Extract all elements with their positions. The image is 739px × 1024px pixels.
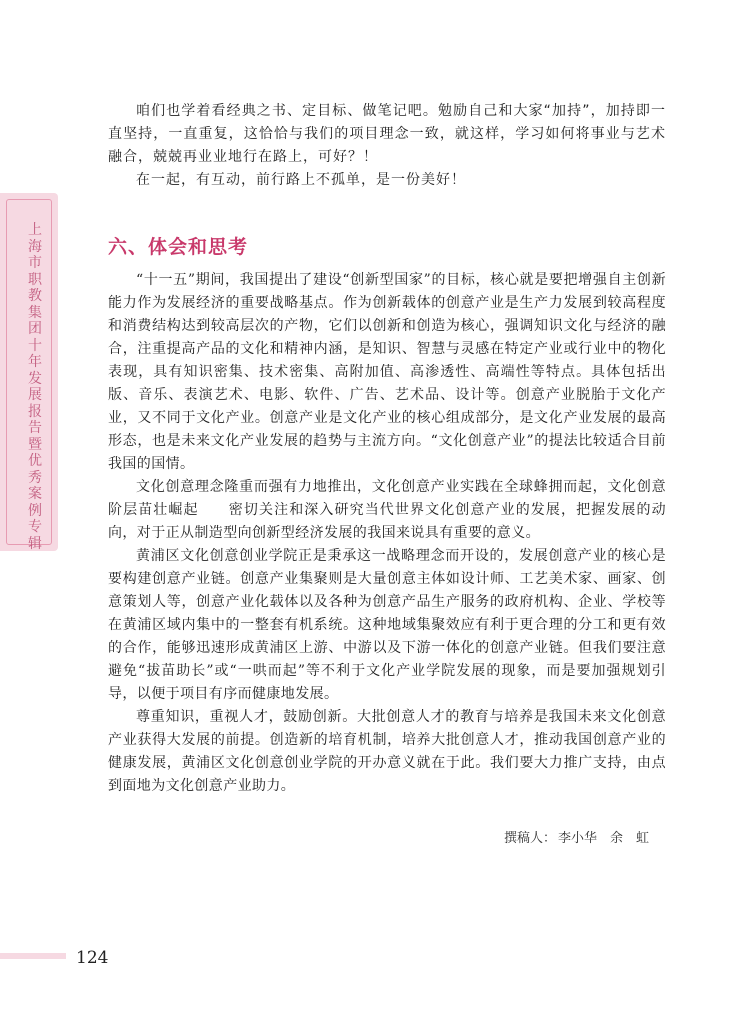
body-paragraph: 黄浦区文化创意创业学院正是秉承这一战略理念而开设的，发展创意产业的核心是要构建创意产业链。创意产业集聚则是大量创意主体如设计师、工艺美术家、画家、创意策划人等，创意产业化载体以及各种为创意产品生产服务的政府机构、企业、学校等在黄浦区域内集中的一整套有机系统。这种地域集聚效应有利于更合理的分工和更有效的合作，能够迅速形成黄浦区上游、中游以及下游一体化的创意产业链。但我们要注意避免“拔苗助长”或“一哄而起”等不利于文化产业学院发展的现象，而是要加强规划引导，以便于项目有序而健康地发展。 xyxy=(108,548,666,702)
section-title: 六、体会和思考 xyxy=(108,236,249,258)
sidebar-label: 上海市职教集团十年发展报告暨优秀案例专辑 xyxy=(28,222,42,552)
body-paragraph: 文化创意理念隆重而强有力地推出，文化创意产业实践在全球蜂拥而起，文化创意阶层苗壮崛起 密切关注和深入研究当代世界文化创意产业的发展，把握发展的动向，对于正从制造型向创新型经济发展的我国来说具有重要的意义。 xyxy=(108,479,666,541)
footer-accent-bar xyxy=(0,953,66,959)
body-paragraph: “十一五”期间，我国提出了建设“创新型国家”的目标，核心就是要把增强自主创新能力作为发展经济的重要战略基点。作为创新载体的创意产业是生产力发展到较高程度和消费结构达到较高层次的产物，它们以创新和创造为核心，强调知识文化与经济的融合，注重提高产品的文化和精神内涵，是知识、智慧与灵感在特定产业或行业中的物化表现，具有知识密集、技术密集、高附加值、高渗透性、高端性等特点。具体包括出版、音乐、表演艺术、电影、软件、广告、艺术品、设计等。创意产业脱胎于文化产业，又不同于文化产业。创意产业是文化产业的核心组成部分，是文化产业发展的最高形态，也是未来文化产业发展的趋势与主流方向。“文化创意产业”的提法比较适合目前我国的国情。 xyxy=(108,272,666,472)
intro-paragraph: 咱们也学着看经典之书、定目标、做笔记吧。勉励自己和大家“加持”，加持即一直坚持，一直重复，这恰恰与我们的项目理念一致，就这样，学习如何将事业与艺术融合，兢兢再业业地行在路上，可好？！ xyxy=(108,103,666,165)
author-credit xyxy=(502,827,649,846)
intro-paragraph: 在一起，有互动，前行路上不孤单，是一份美好！ xyxy=(136,172,466,188)
author-label: 撰稿人： xyxy=(503,831,556,846)
author-names: 李小华 余 虹 xyxy=(557,831,649,846)
body-paragraph: 尊重知识，重视人才，鼓励创新。大批创意人才的教育与培养是我国未来文化创意产业获得大发展的前提。创造新的培育机制，培养大批创意人才，推动我国创意产业的健康发展，黄浦区文化创意创业学院的开办意义就在于此。我们要大力推广支持，由点到面地为文化创意产业助力。 xyxy=(108,709,666,794)
main-content xyxy=(108,100,666,798)
page-number: 124 xyxy=(76,948,109,968)
